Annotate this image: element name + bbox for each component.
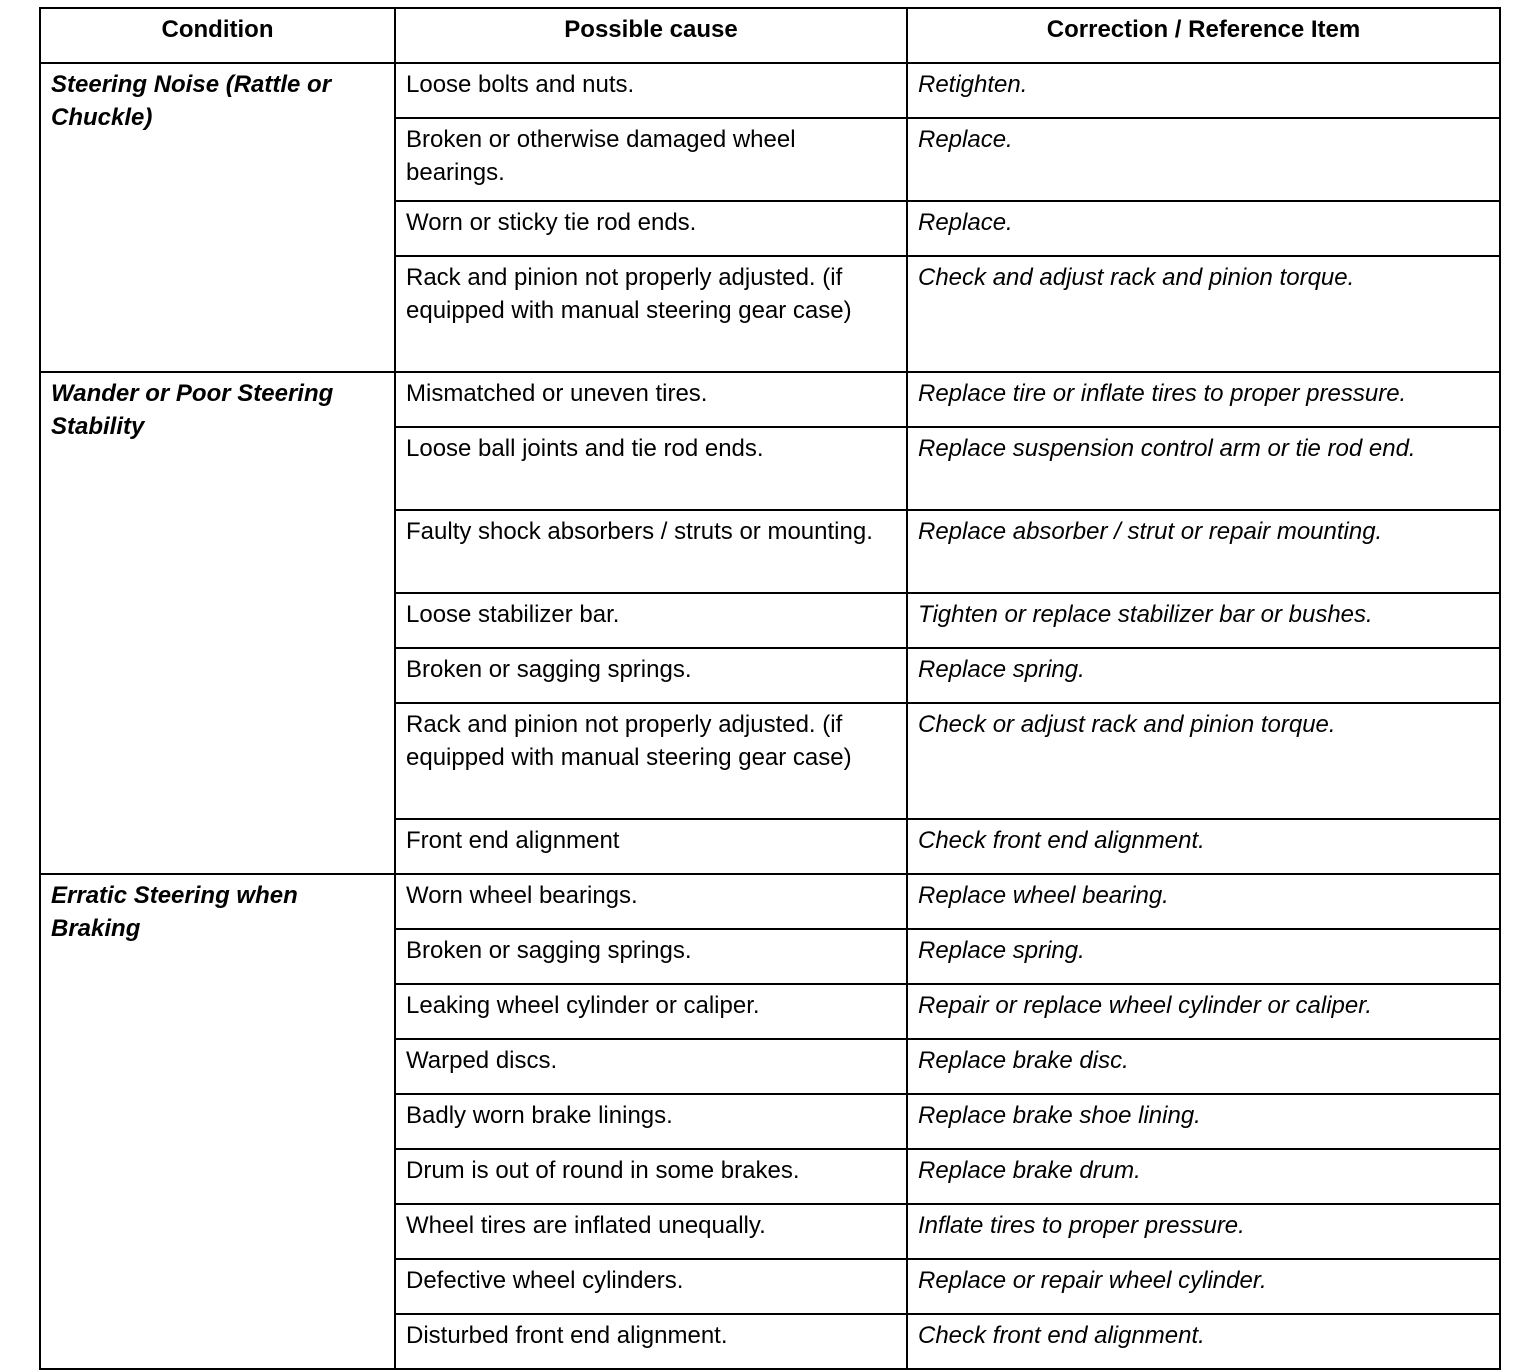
correction-cell: Repair or replace wheel cylinder or caliper. <box>907 984 1500 1039</box>
correction-cell: Tighten or replace stabilizer bar or bushes. <box>907 593 1500 648</box>
possible-cause-cell: Warped discs. <box>395 1039 907 1094</box>
correction-cell: Replace brake drum. <box>907 1149 1500 1204</box>
possible-cause-cell: Broken or sagging springs. <box>395 648 907 703</box>
correction-cell: Retighten. <box>907 63 1500 118</box>
condition-cell: Wander or Poor Steering Stability <box>40 372 395 874</box>
possible-cause-cell: Worn or sticky tie rod ends. <box>395 201 907 256</box>
troubleshooting-table <box>39 7 1501 1370</box>
possible-cause-cell: Broken or sagging springs. <box>395 929 907 984</box>
possible-cause-cell: Wheel tires are inflated unequally. <box>395 1204 907 1259</box>
correction-cell: Replace brake disc. <box>907 1039 1500 1094</box>
possible-cause-cell: Drum is out of round in some brakes. <box>395 1149 907 1204</box>
correction-cell: Check front end alignment. <box>907 819 1500 874</box>
table-body <box>40 63 1500 1369</box>
possible-cause-cell: Rack and pinion not properly adjusted. (if equipped with manual steering gear case) <box>395 256 907 372</box>
header-condition: Condition <box>40 8 395 63</box>
correction-cell: Replace wheel bearing. <box>907 874 1500 929</box>
header-correction: Correction / Reference Item <box>907 8 1500 63</box>
correction-cell: Inflate tires to proper pressure. <box>907 1204 1500 1259</box>
correction-cell: Replace. <box>907 201 1500 256</box>
possible-cause-cell: Defective wheel cylinders. <box>395 1259 907 1314</box>
correction-cell: Replace brake shoe lining. <box>907 1094 1500 1149</box>
correction-cell: Replace absorber / strut or repair mounting. <box>907 510 1500 593</box>
correction-cell: Replace spring. <box>907 929 1500 984</box>
possible-cause-cell: Loose ball joints and tie rod ends. <box>395 427 907 510</box>
condition-cell: Steering Noise (Rattle or Chuckle) <box>40 63 395 372</box>
correction-cell: Check front end alignment. <box>907 1314 1500 1369</box>
correction-cell: Check and adjust rack and pinion torque. <box>907 256 1500 372</box>
correction-cell: Replace spring. <box>907 648 1500 703</box>
table-row <box>40 874 1500 929</box>
possible-cause-cell: Front end alignment <box>395 819 907 874</box>
table-row <box>40 372 1500 427</box>
correction-cell: Replace. <box>907 118 1500 201</box>
correction-cell: Check or adjust rack and pinion torque. <box>907 703 1500 819</box>
possible-cause-cell: Badly worn brake linings. <box>395 1094 907 1149</box>
table-header <box>40 8 1500 63</box>
correction-cell: Replace or repair wheel cylinder. <box>907 1259 1500 1314</box>
correction-cell: Replace suspension control arm or tie rod end. <box>907 427 1500 510</box>
possible-cause-cell: Faulty shock absorbers / struts or mounting. <box>395 510 907 593</box>
possible-cause-cell: Mismatched or uneven tires. <box>395 372 907 427</box>
possible-cause-cell: Broken or otherwise damaged wheel bearings. <box>395 118 907 201</box>
header-row <box>40 8 1500 63</box>
condition-cell: Erratic Steering when Braking <box>40 874 395 1369</box>
possible-cause-cell: Rack and pinion not properly adjusted. (if equipped with manual steering gear case) <box>395 703 907 819</box>
possible-cause-cell: Loose bolts and nuts. <box>395 63 907 118</box>
possible-cause-cell: Loose stabilizer bar. <box>395 593 907 648</box>
possible-cause-cell: Leaking wheel cylinder or caliper. <box>395 984 907 1039</box>
possible-cause-cell: Worn wheel bearings. <box>395 874 907 929</box>
possible-cause-cell: Disturbed front end alignment. <box>395 1314 907 1369</box>
correction-cell: Replace tire or inflate tires to proper pressure. <box>907 372 1500 427</box>
table-row <box>40 63 1500 118</box>
header-possible-cause: Possible cause <box>395 8 907 63</box>
